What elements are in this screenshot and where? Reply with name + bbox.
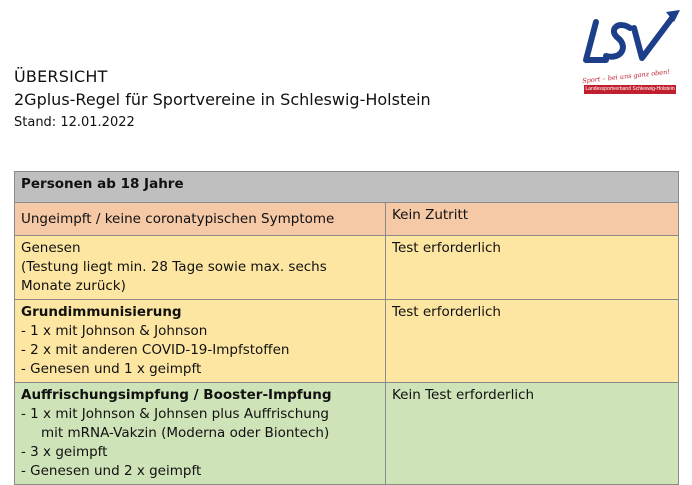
result-cell: Kein Zutritt bbox=[386, 203, 679, 236]
condition-cell bbox=[15, 383, 386, 485]
table-row bbox=[15, 203, 679, 236]
condition-line: - 3 x geimpft bbox=[21, 444, 108, 460]
condition-line: - Genesen und 2 x geimpft bbox=[21, 463, 202, 479]
table-row bbox=[15, 383, 679, 485]
section-heading: Personen ab 18 Jahre bbox=[15, 172, 679, 203]
date-stamp: Stand: 12.01.2022 bbox=[14, 115, 135, 130]
logo-tagline: Sport – bei uns ganz oben! bbox=[581, 67, 671, 85]
lsv-logo bbox=[580, 8, 686, 98]
condition-line: Ungeimpft / keine coronatypischen Symptome bbox=[21, 210, 335, 227]
table-row bbox=[15, 300, 679, 383]
section-row bbox=[15, 172, 679, 203]
condition-line: - 1 x mit Johnson & Johnsen plus Auffrischung bbox=[21, 406, 329, 422]
condition-line: (Testung liegt min. 28 Tage sowie max. sechs bbox=[21, 259, 327, 275]
condition-line: - 2 x mit anderen COVID-19-Impfstoffen bbox=[21, 342, 290, 358]
condition-line: - Genesen und 1 x geimpft bbox=[21, 361, 202, 377]
condition-line: - 1 x mit Johnson & Johnson bbox=[21, 323, 208, 339]
condition-cell bbox=[15, 203, 386, 236]
logo-org-name: Landessportverband Schleswig-Holstein bbox=[585, 86, 675, 92]
document-header bbox=[14, 66, 431, 134]
rules-table bbox=[14, 171, 679, 485]
result-cell: Test erforderlich bbox=[386, 236, 679, 300]
condition-title: Grundimmunisierung bbox=[21, 304, 182, 320]
condition-cell bbox=[15, 236, 386, 300]
condition-cell bbox=[15, 300, 386, 383]
condition-line: mit mRNA-Vakzin (Moderna oder Biontech) bbox=[41, 425, 330, 441]
page-subtitle: 2Gplus-Regel für Sportvereine in Schleswig-Holstein bbox=[14, 90, 431, 109]
table-row bbox=[15, 236, 679, 300]
condition-line: Monate zurück) bbox=[21, 278, 126, 294]
result-cell: Test erforderlich bbox=[386, 300, 679, 383]
condition-title: Auffrischungsimpfung / Booster-Impfung bbox=[21, 387, 332, 403]
page-title: ÜBERSICHT bbox=[14, 67, 108, 86]
condition-line: Genesen bbox=[21, 240, 81, 256]
result-cell: Kein Test erforderlich bbox=[386, 383, 679, 485]
